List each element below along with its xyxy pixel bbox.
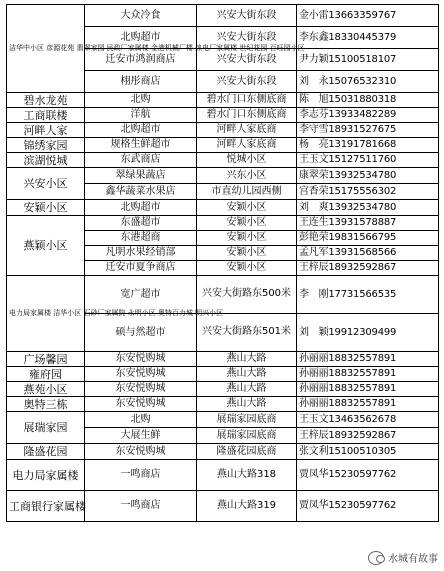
store-cell: 东港超商 [85, 231, 197, 246]
store-cell: 北购超市 [85, 123, 197, 138]
table-row [7, 367, 439, 382]
table-row [7, 412, 439, 428]
store-cell: 凡明水果经销部 [85, 246, 197, 261]
store-cell: 宽广超市 [85, 276, 197, 314]
supply-table [6, 4, 439, 522]
contact-cell: 李守雪18931527675 [297, 123, 439, 138]
community-cell: 锦绣家园 [7, 138, 85, 153]
address-cell: 兴安大街东段 [197, 27, 297, 49]
contact-cell: 宫香荣15175556302 [297, 184, 439, 200]
store-cell: 北购 [85, 412, 197, 428]
address-cell: 燕山大路318 [197, 460, 297, 491]
store-cell: 迁安市夏争商店 [85, 261, 197, 276]
community-cell: 展瑞家园 [7, 412, 85, 444]
contact-cell: 孙丽丽18832557891 [297, 382, 439, 397]
address-cell: 展瑞家园底商 [197, 412, 297, 428]
community-cell: 工商联楼 [7, 108, 85, 123]
table-row [7, 168, 439, 184]
store-cell: 东安悦购城 [85, 367, 197, 382]
store-cell: 硕与然超市 [85, 314, 197, 352]
address-cell: 隆盛花园底商 [197, 444, 297, 460]
table-row [7, 123, 439, 138]
contact-cell: 王玉文15127511760 [297, 153, 439, 168]
table-row [7, 216, 439, 231]
watermark-text: 水城有故事 [388, 554, 438, 565]
store-cell: 鑫华蔬菜水果店 [85, 184, 197, 200]
address-cell: 兴安大街路东501米 [197, 314, 297, 352]
community-cell: 雍府园 [7, 367, 85, 382]
store-cell: 北购超市 [85, 27, 197, 49]
store-cell: 东安悦购城 [85, 382, 197, 397]
contact-cell: 李志芬13933482289 [297, 108, 439, 123]
address-cell: 市直幼儿园西侧 [197, 184, 297, 200]
contact-cell: 贾凤华15230597762 [297, 491, 439, 522]
table-row [7, 153, 439, 168]
address-cell: 兴安大街路东500米 [197, 276, 297, 314]
store-cell: 洋航 [85, 108, 197, 123]
table-row [7, 138, 439, 153]
address-cell: 兴安大街东段 [197, 5, 297, 27]
table-row [7, 444, 439, 460]
community-cell: 兴安小区 [7, 168, 85, 200]
address-cell: 碧水门口东侧底商 [197, 108, 297, 123]
contact-cell: 陈 旭15031880318 [297, 93, 439, 108]
table-row [7, 460, 439, 491]
contact-cell: 刘 颖19912309499 [297, 314, 439, 352]
contact-cell: 孙丽丽18832557891 [297, 397, 439, 412]
address-cell: 展瑞家园底商 [197, 428, 297, 444]
address-cell: 兴安大街东段 [197, 49, 297, 71]
contact-cell: 李 刚17731566535 [297, 276, 439, 314]
store-cell: 北购 [85, 93, 197, 108]
community-cell: 电力局家属楼 [7, 460, 85, 491]
address-cell: 河畔人家底商 [197, 138, 297, 153]
address-cell: 燕山大路 [197, 397, 297, 412]
table-row [7, 352, 439, 367]
community-cell: 燕颖小区 [7, 216, 85, 276]
address-cell: 安颖小区 [197, 246, 297, 261]
community-cell: 安颖小区 [7, 200, 85, 216]
contact-cell: 彭艳荣19831566795 [297, 231, 439, 246]
table-row [7, 93, 439, 108]
store-cell: 规格生鲜超市 [85, 138, 197, 153]
table-row [7, 397, 439, 412]
address-cell: 兴安大街东段 [197, 71, 297, 93]
store-cell: 一鸣商店 [85, 491, 197, 522]
address-cell: 碧水门口东侧底商 [197, 93, 297, 108]
address-cell: 安颖小区 [197, 261, 297, 276]
address-cell: 安颖小区 [197, 231, 297, 246]
store-cell: 东安悦购城 [85, 397, 197, 412]
contact-cell: 孟凡军13931568566 [297, 246, 439, 261]
contact-cell: 李东鑫18330445379 [297, 27, 439, 49]
community-cell: 滨湖悦城 [7, 153, 85, 168]
contact-cell: 刘 爽13932534780 [297, 200, 439, 216]
address-cell: 河畔人家底商 [197, 123, 297, 138]
table-row [7, 200, 439, 216]
store-cell: 东安悦购城 [85, 444, 197, 460]
store-cell: 大众冷食 [85, 5, 197, 27]
contact-cell: 王连生13931578887 [297, 216, 439, 231]
supply-table-sheet [6, 4, 438, 522]
store-cell: 一鸣商店 [85, 460, 197, 491]
address-cell: 安颖小区 [197, 200, 297, 216]
wechat-logo-icon [368, 551, 384, 565]
store-cell: 北购超市 [85, 200, 197, 216]
address-cell: 燕山大路 [197, 352, 297, 367]
community-cell: 奥特三栋 [7, 397, 85, 412]
community-group-cell: 电力局家属楼 洁华小区 石砂厂家属院 永明小区 奥特百力城 明兴小区 [7, 276, 85, 352]
community-cell: 工商银行家属楼 [7, 491, 85, 522]
contact-cell: 刘 永15076532310 [297, 71, 439, 93]
address-cell: 燕山大路319 [197, 491, 297, 522]
address-cell: 燕山大路 [197, 382, 297, 397]
table-row [7, 382, 439, 397]
table-row [7, 108, 439, 123]
store-cell: 东盛超市 [85, 216, 197, 231]
community-cell: 燕苑小区 [7, 382, 85, 397]
community-cell: 隆盛花园 [7, 444, 85, 460]
contact-cell: 孙丽丽18832557891 [297, 352, 439, 367]
store-cell: 东安悦购城 [85, 352, 197, 367]
contact-cell: 王梓辰18932592867 [297, 261, 439, 276]
contact-cell: 杨 亮13191781668 [297, 138, 439, 153]
community-cell: 碧水龙苑 [7, 93, 85, 108]
contact-cell: 尹力颖15100518107 [297, 49, 439, 71]
store-cell: 大展生鲜 [85, 428, 197, 444]
contact-cell: 王梓辰18932592867 [297, 428, 439, 444]
table-row [7, 276, 439, 314]
store-cell: 东武商店 [85, 153, 197, 168]
address-cell: 悦城小区 [197, 153, 297, 168]
contact-cell: 张文利15100510305 [297, 444, 439, 460]
watermark [368, 550, 438, 565]
contact-cell: 王玉文13463562678 [297, 412, 439, 428]
address-cell: 安颖小区 [197, 216, 297, 231]
community-group-cell: 洁华中小区 彦源花苑 翡翠家园 民政厂家属楼 金港机械厂楼 热电厂家属楼 世纪花园 百旺园小区 [7, 5, 85, 93]
store-cell: 栩彤商店 [85, 71, 197, 93]
contact-cell: 孙丽丽18832557891 [297, 367, 439, 382]
community-cell: 河畔人家 [7, 123, 85, 138]
address-cell: 燕山大路 [197, 367, 297, 382]
store-cell: 翠绿果蔬店 [85, 168, 197, 184]
community-cell: 广场馨园 [7, 352, 85, 367]
table-row [7, 491, 439, 522]
contact-cell: 康翠荣13932534780 [297, 168, 439, 184]
table-row [7, 5, 439, 27]
contact-cell: 金小雷13663359767 [297, 5, 439, 27]
address-cell: 兴东小区 [197, 168, 297, 184]
contact-cell: 贾凤华15230597762 [297, 460, 439, 491]
store-cell: 迁安市鸿润商店 [85, 49, 197, 71]
